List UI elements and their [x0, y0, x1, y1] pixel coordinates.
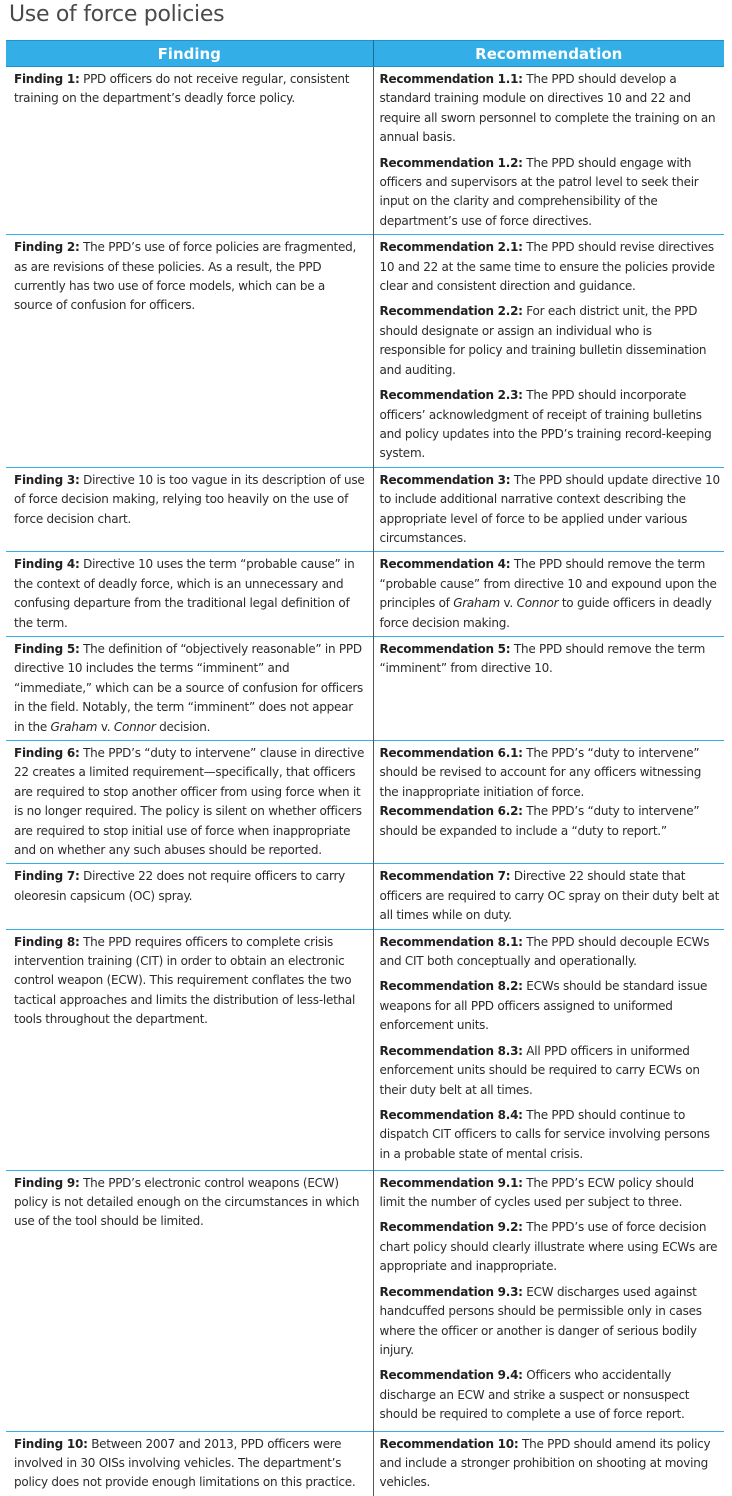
- table-row: [6, 1431, 724, 1496]
- recommendation-text: The PPD’s “duty to intervene” should be expanded to include a “duty to report.”: [379, 804, 700, 838]
- finding-cell: [6, 741, 373, 864]
- recommendation-item: [380, 802, 721, 841]
- findings-table: [6, 40, 724, 1496]
- recommendation-text: The PPD’s “duty to intervene” should be revised to account for any officers witnessing the inappropriate initiation of force.: [379, 746, 702, 799]
- recommendation-text: The PPD should develop a standard training module on directives 10 and 22 and require all sworn personnel to complete the training on an annual basis.: [379, 72, 716, 145]
- recommendation-cell: [373, 1170, 724, 1431]
- recommendation-text: All PPD officers in uniformed enforcement units should be required to carry ECWs on their duty belt at all times.: [379, 1043, 700, 1097]
- recommendation-item: [380, 977, 721, 1035]
- recommendation-cell: [373, 1431, 724, 1496]
- recommendation-text: For each district unit, the PPD should designate or assign an individual who is responsible for policy and training bulletin dissemination and auditing.: [379, 304, 707, 377]
- recommendation-text: ECW discharges used against handcuffed persons should be permissible only in cases where the officer or another is danger of serious bodily injury.: [379, 1284, 702, 1357]
- recommendation-label: Recommendation 8.4:: [379, 1107, 523, 1122]
- recommendation-label: Recommendation 10:: [379, 1436, 519, 1451]
- recommendation-text: The PPD should remove the term “imminent” from directive 10.: [379, 641, 706, 676]
- recommendation-cell: [373, 467, 724, 552]
- recommendation-item: [380, 1366, 721, 1424]
- recommendation-item: [380, 744, 721, 802]
- finding-text: The definition of “objectively reasonable” in PPD directive 10 includes the terms “imminent” and “immediate,” which can be a source of confusion for officers in the field. Notably, the term “imminent” does not appear in the: [14, 641, 364, 734]
- finding-text: Directive 10 is too vague in its description of use of force decision making, relying too heavily on the use of force decision chart.: [14, 472, 365, 526]
- case-name-italic: Connor: [113, 719, 156, 734]
- recommendation-text: Officers who accidentally discharge an ECW and strike a suspect or nonsuspect should be required to complete a use of force report.: [379, 1368, 690, 1422]
- finding-text: The PPD’s electronic control weapons (ECW) policy is not detailed enough on the circumstances in which use of the tool should be limited.: [14, 1175, 360, 1229]
- finding-label: Finding 5:: [14, 641, 80, 656]
- page-title: Use of force policies: [9, 2, 225, 27]
- recommendation-cell: [373, 552, 724, 637]
- table-row: [6, 929, 724, 1170]
- recommendation-text: The PPD should remove the term “probable cause” from directive 10 and expound upon the principles of: [379, 557, 717, 611]
- finding-text: Directive 10 uses the term “probable cause” in the context of deadly force, which is an unnecessary and confusing departure from the traditional legal definition of the term.: [14, 557, 355, 630]
- recommendation-label: Recommendation 2.1:: [379, 240, 523, 255]
- recommendation-label: Recommendation 3:: [379, 472, 511, 487]
- recommendation-label: Recommendation 1.1:: [379, 72, 523, 86]
- recommendation-label: Recommendation 6.1:: [379, 746, 523, 760]
- recommendation-label: Recommendation 5:: [379, 641, 511, 656]
- recommendation-text: ECWs should be standard issue weapons for all PPD officers assigned to uniformed enforcement units.: [379, 979, 708, 1033]
- recommendation-label: Recommendation 2.3:: [379, 388, 523, 403]
- recommendation-item: [380, 471, 721, 549]
- recommendation-text: The PPD’s ECW policy should limit the number of cycles used per subject to three.: [379, 1175, 694, 1210]
- recommendation-text: Directive 22 should state that officers are required to carry OC spray on their duty belt at all times while on duty.: [379, 869, 720, 923]
- finding-cell: [6, 929, 373, 1170]
- finding-cell: [6, 636, 373, 740]
- table-row: [6, 1170, 724, 1431]
- finding-label: Finding 2:: [14, 240, 80, 255]
- recommendation-label: Recommendation 1.2:: [379, 155, 523, 170]
- recommendation-item: [380, 933, 721, 972]
- recommendation-text: The PPD should incorporate officers’ acknowledgment of receipt of training bulletins and policy updates into the PPD’s training record-keeping system.: [379, 388, 712, 461]
- case-name-italic: Graham: [50, 719, 98, 734]
- finding-label: Finding 7:: [14, 869, 80, 884]
- recommendation-cell: [373, 235, 724, 467]
- finding-label: Finding 1:: [14, 72, 80, 86]
- table-row: [6, 636, 724, 740]
- finding-cell: [6, 235, 373, 467]
- finding-cell: [6, 1431, 373, 1496]
- finding-label: Finding 8:: [14, 934, 80, 949]
- recommendation-label: Recommendation 9.4:: [379, 1368, 523, 1383]
- finding-text: The PPD’s “duty to intervene” clause in directive 22 creates a limited requirement—specifically, that officers are required to stop another officer from using force when it is no longer required. The policy is silent on whether officers are required to stop initial use of force when inappropriate and on whether any such abuses should be reported.: [14, 746, 365, 858]
- recommendation-item: [380, 1174, 721, 1213]
- finding-text: Between 2007 and 2013, PPD officers were involved in 30 OISs involving vehicles. The department’s policy does not provide enough limitations on this practice.: [14, 1436, 356, 1490]
- finding-text: The PPD’s use of force policies are fragmented, as are revisions of these policies. As a result, the PPD currently has two use of force models, which can be a source of confusion for officers.: [14, 240, 357, 313]
- recommendation-text: The PPD should engage with officers and supervisors at the patrol level to seek their input on the clarity and comprehensibility of the department’s use of force directives.: [379, 155, 699, 228]
- recommendation-item: [380, 302, 721, 380]
- recommendation-cell: [373, 67, 724, 235]
- finding-label: Finding 3:: [14, 472, 80, 487]
- recommendation-cell: [373, 929, 724, 1170]
- finding-cell: [6, 864, 373, 929]
- table-row: [6, 552, 724, 637]
- finding-text: v.: [97, 719, 114, 734]
- recommendation-text: The PPD should amend its policy and include a stronger prohibition on shooting at moving vehicles.: [379, 1436, 711, 1490]
- recommendation-label: Recommendation 8.1:: [379, 934, 523, 949]
- recommendation-column-header: Recommendation: [373, 41, 724, 67]
- finding-column-header: Finding: [6, 41, 373, 67]
- recommendation-text: v.: [499, 596, 517, 611]
- recommendation-text: to guide officers in deadly force decision making.: [379, 596, 712, 630]
- table-row: [6, 467, 724, 552]
- recommendation-label: Recommendation 2.2:: [379, 304, 523, 319]
- finding-label: Finding 6:: [14, 746, 80, 760]
- recommendation-label: Recommendation 4:: [379, 557, 511, 572]
- recommendation-item: [380, 640, 721, 679]
- finding-text: The PPD requires officers to complete crisis intervention training (CIT) in order to obtain an electronic control weapon (ECW). This requirement conflates the two tactical approaches and limits the distribution of less-lethal tools throughout the department.: [14, 934, 356, 1027]
- recommendation-item: [380, 1435, 721, 1493]
- recommendation-item: [380, 154, 721, 232]
- recommendation-item: [380, 238, 721, 296]
- recommendation-label: Recommendation 8.2:: [379, 979, 523, 994]
- recommendation-label: Recommendation 7:: [379, 869, 511, 884]
- recommendation-text: The PPD should continue to dispatch CIT officers to calls for service involving persons in a probable state of mental crisis.: [379, 1107, 710, 1161]
- recommendation-item: [380, 386, 721, 464]
- recommendation-label: Recommendation 9.2:: [379, 1220, 523, 1235]
- table-row: [6, 67, 724, 235]
- finding-label: Finding 9:: [14, 1175, 80, 1190]
- recommendation-label: Recommendation 9.1:: [379, 1175, 523, 1190]
- finding-text: decision.: [155, 719, 211, 734]
- table-header-row: [6, 41, 724, 67]
- recommendation-text: The PPD should revise directives 10 and 22 at the same time to ensure the policies provide clear and consistent direction and guidance.: [379, 240, 715, 294]
- recommendation-label: Recommendation 6.2:: [379, 804, 523, 819]
- recommendation-text: The PPD should update directive 10 to include additional narrative context describing the appropriate level of force to be applied under various circumstances.: [379, 472, 720, 545]
- recommendation-cell: [373, 636, 724, 740]
- recommendation-cell: [373, 864, 724, 929]
- recommendation-label: Recommendation 8.3:: [379, 1043, 523, 1058]
- recommendation-item: [380, 70, 721, 148]
- finding-text: Directive 22 does not require officers to carry oleoresin capsicum (OC) spray.: [14, 869, 346, 903]
- case-name-italic: Connor: [516, 596, 559, 611]
- finding-cell: [6, 67, 373, 235]
- recommendation-item: [380, 867, 721, 925]
- table-row: [6, 741, 724, 864]
- recommendation-item: [380, 555, 721, 633]
- recommendation-text: The PPD’s use of force decision chart policy should clearly illustrate where using ECWs are appropriate and inappropriate.: [379, 1220, 718, 1274]
- finding-text: PPD officers do not receive regular, consistent training on the department’s deadly force policy.: [14, 72, 350, 106]
- recommendation-item: [380, 1106, 721, 1164]
- finding-cell: [6, 552, 373, 637]
- table-row: [6, 864, 724, 929]
- recommendation-cell: [373, 741, 724, 864]
- recommendation-item: [380, 1218, 721, 1276]
- finding-label: Finding 10:: [14, 1436, 88, 1451]
- recommendation-item: [380, 1283, 721, 1361]
- finding-cell: [6, 467, 373, 552]
- recommendation-text: The PPD should decouple ECWs and CIT both conceptually and operationally.: [379, 934, 710, 969]
- finding-cell: [6, 1170, 373, 1431]
- recommendation-label: Recommendation 9.3:: [379, 1284, 523, 1299]
- case-name-italic: Graham: [453, 596, 500, 611]
- finding-label: Finding 4:: [14, 557, 80, 572]
- recommendation-item: [380, 1042, 721, 1100]
- table-row: [6, 235, 724, 467]
